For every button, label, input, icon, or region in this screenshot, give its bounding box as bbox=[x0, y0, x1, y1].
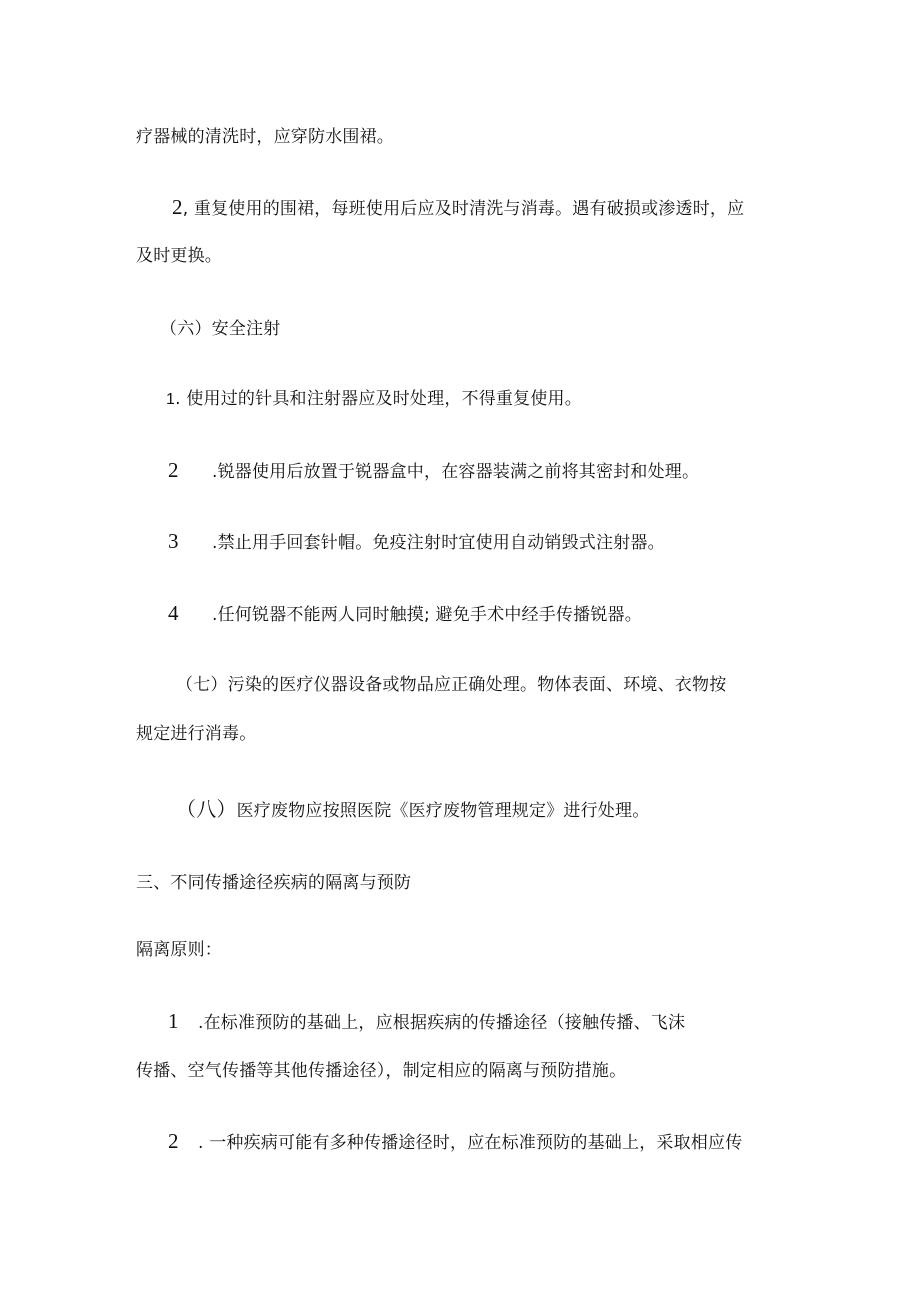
item-number: 2 bbox=[168, 1129, 179, 1153]
item-number: 4 bbox=[168, 601, 179, 625]
item-text: .锐器使用后放置于锐器盒中，在容器装满之前将其密封和处理。 bbox=[212, 462, 700, 482]
item-text: . 一种疾病可能有多种传播途径时，应在标准预防的基础上，采取相应传 bbox=[198, 1133, 743, 1153]
heading-text: （七）污染的医疗仪器设备或物品应正确处理。物体表面、环境、衣物按 bbox=[176, 675, 727, 695]
item-number: 1 bbox=[168, 1009, 179, 1033]
item-text: .任何锐器不能两人同时触摸; 避免手术中经手传播锐器。 bbox=[212, 605, 642, 625]
chapter-heading bbox=[136, 872, 411, 894]
paragraph-line bbox=[136, 245, 222, 267]
item-text: .在标准预防的基础上，应根据疾病的传播途径（接触传播、飞沫 bbox=[198, 1013, 686, 1033]
heading-text: （六）安全注射 bbox=[160, 319, 281, 339]
item-text: , 重复使用的围裙，每班使用后应及时清洗与消毒。遇有破损或渗透时，应 bbox=[182, 199, 745, 219]
list-item bbox=[172, 196, 744, 220]
item-number: 3 bbox=[168, 529, 179, 553]
list-item bbox=[166, 388, 582, 411]
list-item bbox=[168, 459, 699, 483]
item-text: .禁止用手回套针帽。免疫注射时宜使用自动销毁式注射器。 bbox=[212, 533, 665, 553]
section-heading bbox=[176, 799, 649, 822]
text: 隔离原则： bbox=[136, 940, 222, 960]
section-number: （八） bbox=[176, 799, 237, 821]
text: 规定进行消毒。 bbox=[136, 724, 257, 744]
item-number: 1 bbox=[166, 391, 176, 408]
item-number: 2 bbox=[168, 458, 179, 482]
list-item bbox=[168, 1010, 685, 1034]
list-item bbox=[168, 530, 665, 554]
section-heading bbox=[160, 318, 280, 340]
list-item bbox=[168, 1130, 742, 1154]
item-text: . 使用过的针具和注射器应及时处理，不得重复使用。 bbox=[175, 389, 582, 409]
paragraph-line bbox=[136, 723, 256, 745]
text: 疗器械的清洗时，应穿防水围裙。 bbox=[136, 127, 394, 147]
paragraph-line bbox=[136, 1060, 626, 1082]
list-item bbox=[168, 602, 642, 626]
paragraph-line bbox=[136, 939, 222, 961]
paragraph-line bbox=[136, 126, 394, 148]
item-number: 2 bbox=[172, 195, 183, 219]
heading-text: 三、不同传播途径疾病的隔离与预防 bbox=[136, 873, 412, 893]
text: 及时更换。 bbox=[136, 246, 222, 266]
heading-text: 医疗废物应按照医院《医疗废物管理规定》进行处理。 bbox=[236, 801, 650, 821]
section-heading bbox=[176, 674, 726, 696]
text: 传播、空气传播等其他传播途径），制定相应的隔离与预防措施。 bbox=[136, 1061, 627, 1081]
